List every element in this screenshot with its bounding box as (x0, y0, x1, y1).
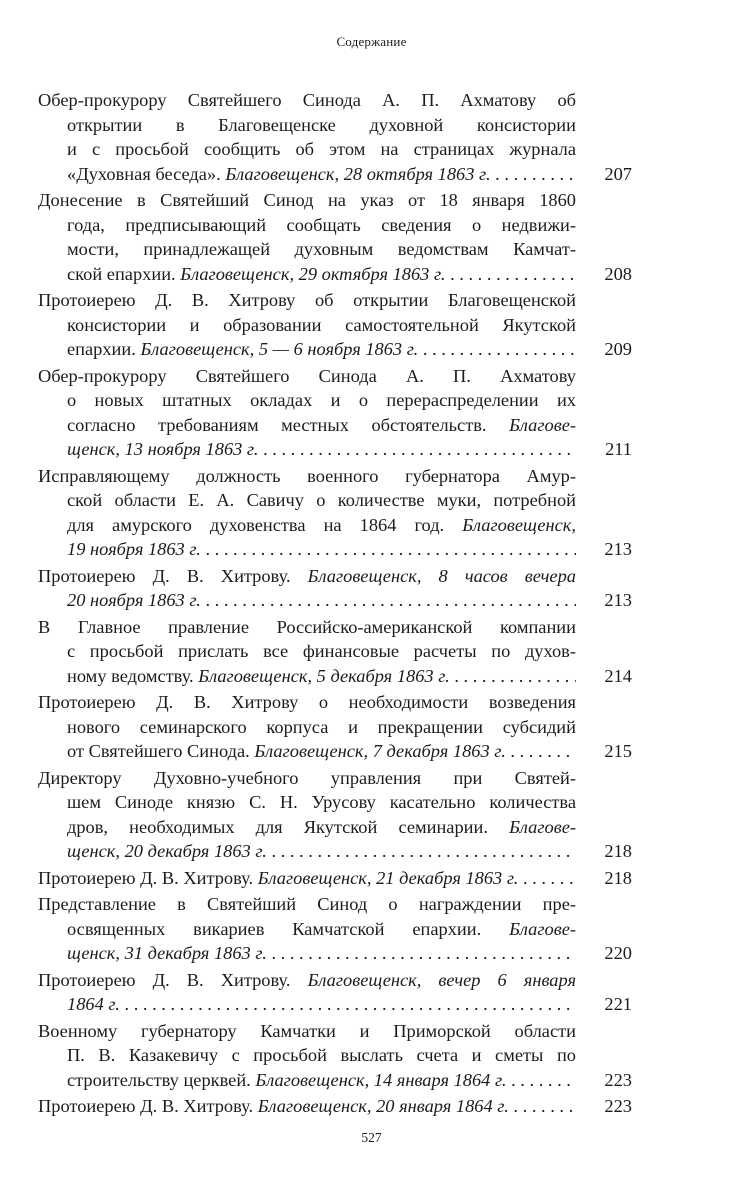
toc-page-number: 213 (604, 590, 632, 610)
toc-entry-title (38, 1094, 576, 1119)
toc-entry-line: шем Синоде князю С. Н. Урусову касательно количества (67, 792, 576, 812)
toc-entry[interactable] (38, 766, 632, 864)
toc-page-number: 223 (604, 1096, 632, 1116)
toc-entry[interactable] (38, 866, 632, 891)
toc-entry-line: мости, принадлежащей духовным ведомствам Камчат- (67, 239, 576, 259)
toc-entry-title (38, 1019, 576, 1093)
toc-entry[interactable] (38, 1019, 632, 1093)
toc-entry-last-line: от Святейшего Синода. Благовещенск, 7 декабря 1863 г. . . . (38, 739, 576, 764)
toc-entry-title (38, 766, 576, 864)
toc-entry-line: Обер-прокурору Святейшего Синода А. П. Ахматову (38, 365, 576, 386)
toc-page-number: 214 (604, 665, 632, 686)
toc-page-number: 213 (604, 539, 632, 559)
toc-entry-title (38, 866, 576, 891)
toc-entry-line: Обер-прокурору Святейшего Синода А. П. Ахматову об (38, 90, 576, 110)
toc-entry-title (38, 464, 576, 562)
toc-entry[interactable] (38, 464, 632, 562)
toc-entry-line: В Главное правление Российско-американской компании (38, 616, 576, 637)
toc-entry-last-line: 20 ноября 1863 г. . . . (38, 588, 576, 613)
toc-entry-title (38, 364, 576, 462)
toc-page-number: 218 (604, 841, 632, 861)
toc-entry-line: освященных викариев Камчатской епархии. Благове- (67, 918, 576, 939)
toc-entry-last-line: 19 ноября 1863 г. . . . (38, 537, 576, 562)
toc-entry[interactable] (38, 564, 632, 613)
toc-entry-line: открытии в Благовещенске духовной консистории (67, 114, 576, 135)
toc-entry-last-line: щенск, 20 декабря 1863 г. . . . (38, 839, 576, 864)
toc-page-number: 221 (604, 994, 632, 1014)
toc-page-number: 211 (605, 439, 632, 459)
toc-entry[interactable] (38, 288, 632, 362)
toc-entry[interactable] (38, 615, 632, 689)
toc-entry-title (38, 615, 576, 689)
table-of-contents (38, 88, 632, 1121)
toc-entry-line: Военному губернатору Камчатки и Приморской области (38, 1020, 576, 1041)
toc-entry[interactable] (38, 968, 632, 1017)
toc-entry-title (38, 88, 576, 186)
toc-entry-line: и с просьбой сообщить об этом на страницах журнала (67, 139, 576, 159)
toc-entry-title (38, 690, 576, 764)
running-header: Содержание (336, 34, 407, 49)
toc-page-number: 215 (604, 741, 632, 761)
toc-entry[interactable] (38, 1094, 632, 1119)
toc-entry-last-line: строительству церквей. Благовещенск, 14 января 1864 г. . . . (38, 1068, 576, 1093)
toc-entry-title (38, 892, 576, 966)
toc-entry-line: Исправляющему должность военного губернатора Амур- (38, 465, 576, 486)
toc-page-number: 218 (604, 867, 632, 888)
toc-entry-last-line: Протоиерею Д. В. Хитрову. Благовещенск, 20 января 1864 г. . . . (38, 1094, 576, 1119)
page-number: 527 (361, 1130, 382, 1145)
toc-entry-line: Донесение в Святейший Синод на указ от 18 января 1860 (38, 190, 576, 210)
toc-page-number: 223 (604, 1069, 632, 1090)
toc-entry[interactable] (38, 188, 632, 286)
toc-entry-last-line: ской епархии. Благовещенск, 29 октября 1863 г. . . . (38, 262, 576, 287)
toc-entry-line: Представление в Святейший Синод о награждении пре- (38, 894, 576, 914)
toc-entry-line: дров, необходимых для Якутской семинарии. Благове- (67, 816, 576, 837)
toc-entry-last-line: щенск, 13 ноября 1863 г. . . . (38, 437, 576, 462)
toc-entry-line: Директору Духовно-учебного управления при Святей- (38, 767, 576, 788)
toc-entry[interactable] (38, 364, 632, 462)
toc-entry-line: Протоиерею Д. В. Хитрову об открытии Благовещенской (38, 290, 576, 310)
toc-page-number: 209 (604, 339, 632, 359)
toc-entry-line: Протоиерею Д. В. Хитрову. Благовещенск, 8 часов вечера (38, 565, 576, 586)
toc-entry-title (38, 564, 576, 613)
toc-page-number: 207 (604, 163, 632, 184)
toc-entry-line: П. В. Казакевичу с просьбой выслать счета и сметы по (67, 1045, 576, 1065)
toc-entry-last-line: щенск, 31 декабря 1863 г. . . . (38, 941, 576, 966)
toc-entry-last-line: ному ведомству. Благовещенск, 5 декабря 1863 г. . . . (38, 664, 576, 689)
toc-entry-line: ской области Е. А. Савичу о количестве муки, потребной (67, 490, 576, 510)
toc-entry-line: с просьбой прислать все финансовые расчеты по духов- (67, 641, 576, 661)
toc-entry-title (38, 968, 576, 1017)
toc-page-number: 220 (604, 943, 632, 963)
toc-entry-last-line: епархии. Благовещенск, 5 — 6 ноября 1863 г. . . . (38, 337, 576, 362)
toc-entry-line: о новых штатных окладах и о перераспределении их (67, 390, 576, 410)
toc-entry-line: Протоиерею Д. В. Хитрову. Благовещенск, вечер 6 января (38, 969, 576, 990)
toc-entry-line: консистории и образовании самостоятельной Якутской (67, 314, 576, 335)
toc-entry-line: Протоиерею Д. В. Хитрову о необходимости возведения (38, 692, 576, 712)
toc-entry-title (38, 288, 576, 362)
toc-entry-last-line: Протоиерею Д. В. Хитрову. Благовещенск, 21 декабря 1863 г. . . . (38, 866, 576, 891)
toc-entry-last-line: «Духовная беседа». Благовещенск, 28 октября 1863 г. . . . (38, 162, 576, 187)
toc-entry-title (38, 188, 576, 286)
toc-entry-line: согласно требованиям местных обстоятельств. Благове- (67, 414, 576, 435)
toc-entry[interactable] (38, 88, 632, 186)
toc-entry[interactable] (38, 690, 632, 764)
toc-entry-line: для амурского духовенства на 1864 год. Благовещенск, (67, 514, 576, 535)
toc-entry-line: года, предписывающий сообщать сведения о недвижи- (67, 214, 576, 235)
toc-entry-last-line: 1864 г. . . . (38, 992, 576, 1017)
toc-entry[interactable] (38, 892, 632, 966)
toc-entry-line: нового семинарского корпуса и прекращении субсидий (67, 716, 576, 737)
toc-page-number: 208 (604, 263, 632, 284)
